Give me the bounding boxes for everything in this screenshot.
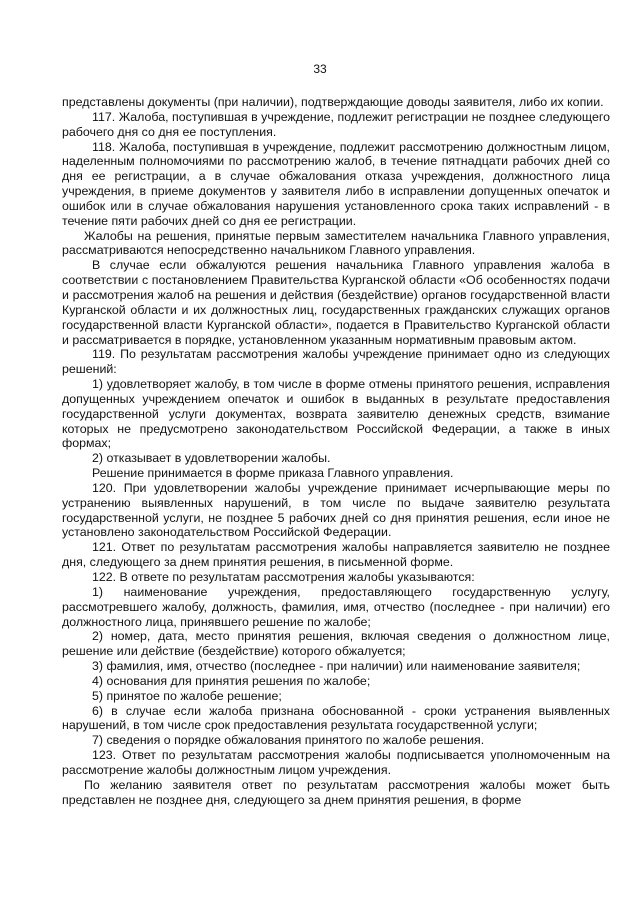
list-item: 5) принятое по жалобе решение; (92, 688, 282, 703)
paragraph-118: 118. Жалоба, поступившая в учреждение, подлежит рассмотрению должностным лицом, наделенным полномочиями по рассмотрению жалоб, в течение пятнадцати рабочих дней со дня ее регистрации, а в случае обжалования отказа учреждения, должностного лица учреждения, в приеме документов у заявителя либо в исправлении допущенных опечаток и ошибок или в случае обжалования нарушения установленного срока таких исправлений - в течение пяти рабочих дней со дня ее регистрации. (62, 139, 610, 228)
paragraph: По желанию заявителя ответ по результатам рассмотрения жалобы может быть представлен не позднее дня, следующего за днем принятия решения, в форме (62, 777, 610, 807)
paragraph-119: 119. По результатам рассмотрения жалобы учреждение принимает одно из следующих решений: (62, 347, 610, 377)
list-item: 4) основания для принятия решения по жалобе; (92, 673, 371, 688)
paragraph-121: 121. Ответ по результатам рассмотрения жалобы направляется заявителю не позднее дня, следующего за днем принятия решения, в письменной форме. (62, 540, 610, 570)
list-item: 7) сведения о порядке обжалования принятого по жалобе решения. (92, 733, 485, 748)
paragraph: Жалобы на решения, принятые первым заместителем начальника Главного управления, рассматриваются непосредственно начальником Главного управления. (62, 228, 610, 258)
paragraph: В случае если обжалуются решения начальника Главного управления жалоба в соответствии с постановлением Правительства Курганской области «Об особенностях подачи и рассмотрения жалоб на решения и действия (бездействие) органов государственной власти Курганской области и их должностных лиц, государственных гражданских служащих органов государственной власти Курганской области», подается в Правительство Курганской области и рассматривается в порядке, установленном указанным нормативным правовым актом. (62, 258, 610, 347)
list-item: 1) наименование учреждения, предоставляющего государственную услугу, рассмотревшего жалобу, должность, фамилия, имя, отчество (последнее - при наличии) его должностного лица, принявшего решение по жалобе; (62, 584, 610, 629)
list-item: 2) отказывает в удовлетворении жалобы. (92, 451, 331, 466)
paragraph: Решение принимается в форме приказа Главного управления. (92, 466, 454, 481)
paragraph-123: 123. Ответ по результатам рассмотрения жалобы подписывается уполномоченным на рассмотрение жалобы должностным лицом учреждения. (62, 748, 610, 777)
document-body (62, 95, 610, 808)
paragraph-120: 120. При удовлетворении жалобы учреждение принимает исчерпывающие меры по устранению выявленных нарушений, в том числе по выдаче заявителю результата государственной услуги, не позднее 5 рабочих дней со дня принятия решения, если иное не установлено законодательством Российской Федерации. (62, 480, 610, 540)
page-number: 33 (313, 62, 327, 76)
list-item: 1) удовлетворяет жалобу, в том числе в форме отмены принятого решения, исправления допущенных учреждением опечаток и ошибок в выданных в результате предоставления государственной услуги документах, возврата заявителю денежных средств, взимание которых не предусмотрено законодательством Российской Федерации, а также в иных формах; (62, 377, 610, 451)
list-item: 2) номер, дата, место принятия решения, включая сведения о должностном лице, решение или действие (бездействие) которого обжалуется; (62, 629, 610, 659)
paragraph-122: 122. В ответе по результатам рассмотрения жалобы указываются: (92, 570, 475, 584)
paragraph-117: 117. Жалоба, поступившая в учреждение, подлежит регистрации не позднее следующего рабочего дня со дня ее поступления. (62, 109, 610, 139)
paragraph: представлены документы (при наличии), подтверждающие доводы заявителя, либо их копии. (62, 95, 604, 109)
list-item: 6) в случае если жалоба признана обоснованной - сроки устранения выявленных нарушений, в том числе срок предоставления результата государственной услуги; (62, 703, 610, 733)
list-item: 3) фамилия, имя, отчество (последнее - при наличии) или наименование заявителя; (92, 659, 581, 674)
